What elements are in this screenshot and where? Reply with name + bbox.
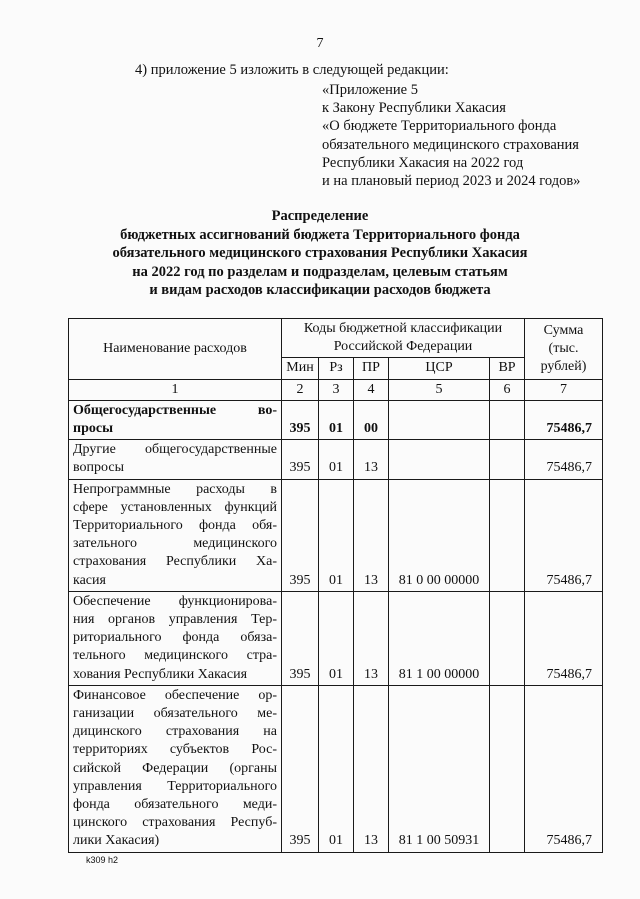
- document-heading: [0, 207, 640, 300]
- appendix-reference: [322, 81, 580, 190]
- row-name-line: сфере установленных функций: [73, 499, 277, 515]
- row-name-line: фонда обязательного меди-: [73, 797, 277, 813]
- table-row: [69, 479, 603, 591]
- row-name-line: цинского страхования Респуб-: [73, 815, 277, 831]
- row-pr: 13: [354, 440, 389, 479]
- column-number-row: [69, 379, 603, 400]
- row-rz: 01: [319, 479, 354, 591]
- table-header-row: [69, 319, 603, 358]
- appendix-line: обязательного медицинского страхования: [322, 136, 579, 153]
- header-codes: Коды бюджетной классификации Российской Федерации: [282, 319, 525, 358]
- row-min: 395: [282, 479, 319, 591]
- header-sum: Сумма (тыс. рублей): [525, 319, 603, 380]
- footer-code: k309 h2: [86, 855, 119, 865]
- row-name-line: Другие общегосударственные: [73, 442, 277, 458]
- row-rz: 01: [319, 685, 354, 852]
- heading-line: на 2022 год по разделам и подразделам, целевым статьям: [132, 263, 508, 280]
- row-vr: [490, 400, 525, 439]
- table-row: [69, 400, 603, 439]
- row-name-line: просы: [73, 421, 113, 437]
- row-name-line: территориях субъектов Рос-: [73, 742, 277, 758]
- row-name-line: Непрограммные расходы в: [73, 481, 277, 497]
- row-name: [69, 479, 282, 591]
- row-name-line: зательного медицинского: [73, 536, 277, 552]
- row-name: [69, 591, 282, 685]
- row-pr: 13: [354, 685, 389, 852]
- page-number: 7: [316, 36, 324, 51]
- row-rz: 01: [319, 591, 354, 685]
- row-sum: 75486,7: [525, 479, 603, 591]
- header-pr: ПР: [354, 358, 389, 379]
- row-vr: [490, 440, 525, 479]
- intro-text: 4) приложение 5 изложить в следующей редакции:: [135, 62, 449, 78]
- appendix-line: Республики Хакасия на 2022 год: [322, 154, 524, 171]
- row-pr: 13: [354, 479, 389, 591]
- appendix-line: «О бюджете Территориального фонда: [322, 118, 557, 135]
- header-csr: ЦСР: [389, 358, 490, 379]
- heading-line: обязательного медицинского страхования Республики Хакасия: [112, 245, 528, 262]
- row-min: 395: [282, 440, 319, 479]
- row-csr: 81 1 00 00000: [389, 591, 490, 685]
- row-sum: 75486,7: [525, 591, 603, 685]
- row-name-line: страхования Республики Ха-: [73, 554, 277, 570]
- row-min: 395: [282, 685, 319, 852]
- row-csr: 81 1 00 50931: [389, 685, 490, 852]
- row-name-line: риториального фонда обяза-: [73, 630, 277, 646]
- row-csr: 81 0 00 00000: [389, 479, 490, 591]
- row-name-line: вопросы: [73, 460, 124, 476]
- column-number: 4: [354, 379, 389, 400]
- column-number: 1: [69, 379, 282, 400]
- row-sum: 75486,7: [525, 440, 603, 479]
- row-name-line: ния органов управления Тер-: [73, 612, 277, 628]
- row-name-line: Обеспечение функционирова-: [73, 593, 277, 609]
- appendix-line: и на плановый период 2023 и 2024 годов»: [322, 173, 581, 190]
- header-vr: ВР: [490, 358, 525, 379]
- row-pr: 13: [354, 591, 389, 685]
- column-number: 2: [282, 379, 319, 400]
- table-row: [69, 440, 603, 479]
- row-name-line: дицинского страхования на: [73, 724, 277, 740]
- row-rz: 01: [319, 400, 354, 439]
- heading-line: и видам расходов классификации расходов бюджета: [149, 282, 491, 299]
- row-name-line: лики Хакасия): [73, 833, 160, 849]
- row-name: [69, 400, 282, 439]
- row-sum: 75486,7: [525, 400, 603, 439]
- appendix-line: «Приложение 5: [322, 82, 418, 98]
- row-csr: [389, 440, 490, 479]
- row-name-line: ганизации обязательного ме-: [73, 706, 277, 722]
- row-vr: [490, 479, 525, 591]
- column-number: 3: [319, 379, 354, 400]
- heading-line: Распределение: [271, 208, 369, 224]
- row-rz: 01: [319, 440, 354, 479]
- row-pr: 00: [354, 400, 389, 439]
- row-csr: [389, 400, 490, 439]
- header-name: Наименование расходов: [69, 319, 282, 380]
- row-name-line: управления Территориального: [73, 778, 277, 794]
- row-name: [69, 685, 282, 852]
- budget-table: [68, 318, 603, 853]
- row-min: 395: [282, 400, 319, 439]
- row-name-line: Территориального фонда обя-: [73, 518, 277, 534]
- header-rz: Рз: [319, 358, 354, 379]
- row-vr: [490, 591, 525, 685]
- row-name-line: касия: [73, 572, 106, 588]
- row-name: [69, 440, 282, 479]
- header-min: Мин: [282, 358, 319, 379]
- table-row: [69, 591, 603, 685]
- row-name-line: сийской Федерации (органы: [73, 760, 277, 776]
- row-vr: [490, 685, 525, 852]
- row-name-line: Общегосударственные во-: [73, 402, 277, 418]
- table-row: [69, 685, 603, 852]
- row-name-line: хования Республики Хакасия: [73, 666, 248, 682]
- row-sum: 75486,7: [525, 685, 603, 852]
- row-name-line: Финансовое обеспечение ор-: [73, 687, 277, 703]
- row-min: 395: [282, 591, 319, 685]
- appendix-line: к Закону Республики Хакасия: [322, 100, 506, 117]
- column-number: 6: [490, 379, 525, 400]
- row-name-line: тельного медицинского стра-: [73, 648, 277, 664]
- column-number: 5: [389, 379, 490, 400]
- column-number: 7: [525, 379, 603, 400]
- heading-line: бюджетных ассигнований бюджета Территориального фонда: [120, 226, 520, 243]
